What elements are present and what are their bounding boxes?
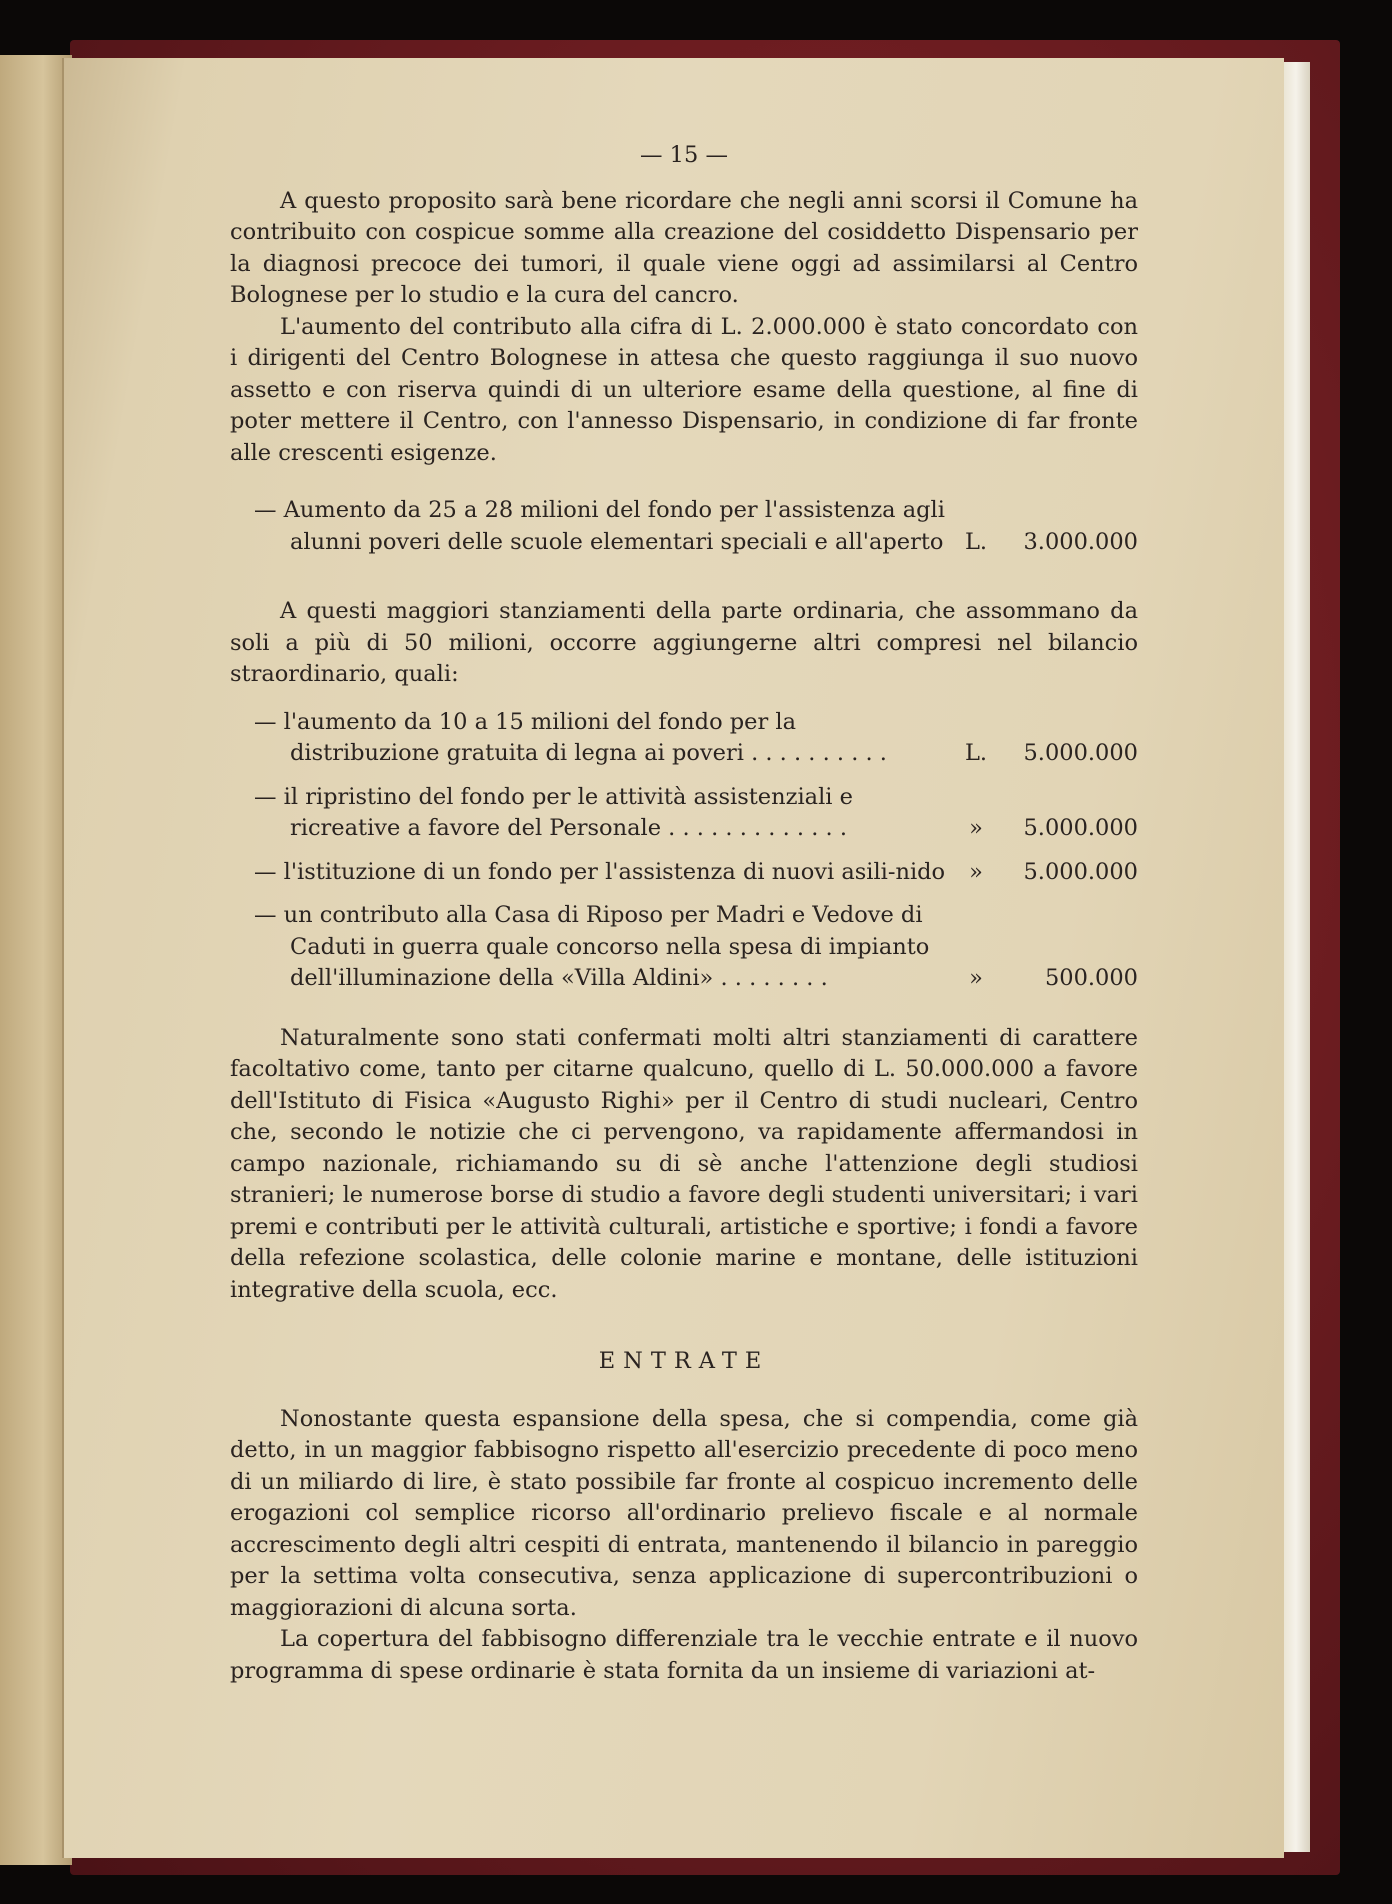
body-paragraph: Naturalmente sono stati confermati molti altri stanziamenti di carattere facoltativo come, tanto per citarne qualcuno, quello di L. 50.000.000 a favore dell'Istituto di Fisica «Augusto Righi» per il Centro di studi nucleari, Centro che, secondo le notizie che ci pervengono, va rapidamente affermandosi in campo nazionale, richiamando su di sè anche l'attenzione degli studiosi stranieri; le numerose borse di studio a favore degli studenti universitari; i vari premi e contributi per le attività culturali, artistiche e sportive; i fondi a favore della refezione scolastica, delle colonie marine e montane, delle istituzioni integrative della scuola, ecc. — [230, 1024, 1138, 1303]
budget-item-text: — un contributo alla Casa di Riposo per Madri e Vedove di Caduti in guerra quale concorso nella spesa di impianto dell'illuminazione della «Villa Aldini» . . . . . . . . — [254, 902, 930, 991]
section-title: ENTRATE — [598, 1348, 770, 1374]
budget-item-text: — l'aumento da 10 a 15 milioni del fondo per la distribuzione gratuita di legna ai poveri . . . . . . . . . . — [254, 708, 887, 766]
budget-item-text: — l'istituzione di un fondo per l'assistenza di nuovi asili-nido — [254, 858, 946, 885]
budget-item-amount: 5.000.000 — [1023, 740, 1138, 766]
budget-item — [230, 782, 1138, 845]
page-stack-edge — [1282, 62, 1310, 1852]
currency-mark: L. — [964, 740, 988, 766]
ditto-mark: » — [969, 858, 983, 885]
budget-item-amount: 3.000.000 — [1023, 528, 1138, 555]
budget-item — [230, 495, 1138, 558]
currency-mark: L. — [964, 528, 988, 555]
ditto-mark: » — [969, 965, 983, 991]
budget-item-amount: 5.000.000 — [1023, 858, 1138, 885]
budget-item-amount: 500.000 — [1044, 965, 1138, 991]
body-paragraph: A questi maggiori stanziamenti della parte ordinaria, che assommano da soli a più di 50 milioni, occorre aggiungerne altri compresi nel bilancio straordinario, quali: — [230, 598, 1138, 687]
body-paragraph: L'aumento del contributo alla cifra di L. 2.000.000 è stato concordato con i dirigenti del Centro Bolognese in attesa che questo raggiunga il suo nuovo assetto e con riserva quindi di un ulteriore esame della questione, al fine di poter mettere il Centro, con l'annesso Dispensario, in condizione di far fronte alle crescenti esigenze. — [230, 313, 1138, 466]
budget-item-amount: 5.000.000 — [1023, 815, 1138, 841]
budget-item — [230, 857, 1138, 889]
body-paragraph: A questo proposito sarà bene ricordare che negli anni scorsi il Comune ha contribuito con cospicue somme alla creazione del cosiddetto Dispensario per la diagnosi precoce dei tumori, il quale viene oggi ad assimilarsi al Centro Bolognese per lo studio e la cura del cancro. — [230, 187, 1138, 308]
body-paragraph: La copertura del fabbisogno differenziale tra le vecchie entrate e il nuovo programma di spese ordinarie è stata fornita da un insieme di variazioni at- — [230, 1626, 1138, 1684]
budget-item-text: — il ripristino del fondo per le attività assistenziali e ricreative a favore del Personale . . . . . . . . . . . . . — [254, 783, 853, 841]
page-number: — 15 — — [640, 142, 728, 168]
body-paragraph: Nonostante questa espansione della spesa, che si compendia, come già detto, in un maggior fabbisogno rispetto all'esercizio precedente di poco meno di un miliardo di lire, è stato possibile far fronte al cospicuo incremento delle erogazioni col semplice ricorso all'ordinario prelievo fiscale e al normale accrescimento degli altri cespiti di entrata, mantenendo il bilancio in pareggio per la settima volta consecutiva, senza applicazione di supercontribuzioni o maggiorazioni di alcuna sorta. — [230, 1405, 1138, 1621]
budget-item — [230, 707, 1138, 770]
budget-item-text: — Aumento da 25 a 28 milioni del fondo per l'assistenza agli alunni poveri delle scuole elementari speciali e all'aperto — [254, 497, 945, 555]
budget-item — [230, 900, 1138, 995]
ditto-mark: » — [969, 815, 983, 841]
page-content — [230, 140, 1138, 1687]
